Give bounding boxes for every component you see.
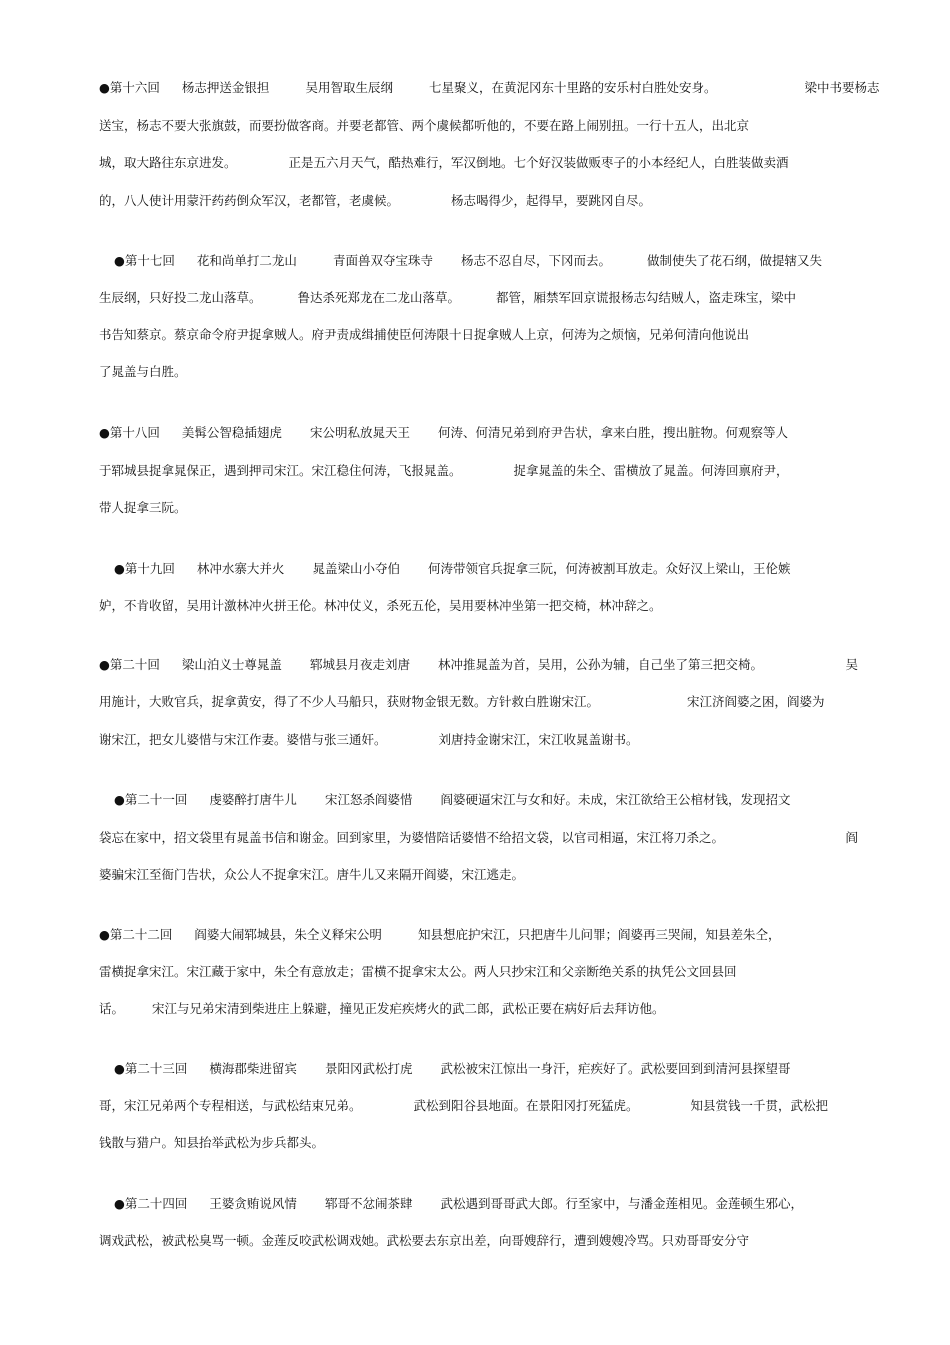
chapter-title-b: 景阳冈武松打虎 (324, 1061, 413, 1076)
summary-text: 吴 (845, 657, 858, 672)
summary-text: 妒，不肯收留，吴用计激林冲火拼王伦。林冲仗义，杀死五伦，吴用要林冲坐第一把交椅，林冲辞之。 (99, 598, 662, 613)
summary-text: 武松被宋江惊出一身汗，疟疾好了。武松要回到到清河县探望哥 (440, 1061, 791, 1076)
chapter-title-a: 杨志押送金银担 (181, 80, 270, 95)
summary-text: 于郓城县捉拿晁保正，遇到押司宋江。宋江稳住何涛，飞报晁盖。 (99, 463, 462, 478)
summary-text: 做制使失了花石纲，做提辖又失 (646, 253, 822, 268)
chapter-16-line-3 (99, 155, 850, 171)
summary-text: 都管，厢禁军回京谎报杨志勾结贼人，盗走珠宝，梁中 (496, 290, 797, 305)
summary-text: 捉拿晁盖的朱仝、雷横放了晁盖。何涛回禀府尹， (513, 463, 789, 478)
chapter-16-line-4 (99, 193, 850, 209)
chapter-17-line-3 (99, 327, 850, 343)
chapter-title-a: 梁山泊义士尊晁盖 (181, 657, 282, 672)
chapter-16-line-1 (99, 80, 880, 96)
summary-text: 宋江济阎婆之困，阎婆为 (687, 694, 825, 709)
chapter-21-line-2 (99, 830, 858, 846)
chapter-title-b: 宋公明私放晁天王 (309, 425, 410, 440)
summary-text: 送宝，杨志不要大张旗鼓，而要扮做客商。并要老都管、两个虞候都听他的，不要在路上闹别扭。一行十五人，出北京 (99, 118, 750, 133)
chapter-title-b: 晁盖梁山小夺伯 (312, 561, 400, 576)
chapter-21-line-3 (99, 867, 850, 883)
chapter-23-line-3 (99, 1135, 850, 1151)
summary-text: 了晁盖与白胜。 (99, 364, 187, 379)
chapter-title-b: 郓城县月夜走刘唐 (309, 657, 410, 672)
chapter-22-line-3 (99, 1001, 850, 1017)
summary-text: 袋忘在家中，招文袋里有晁盖书信和谢金。回到家里，为婆惜陪话婆惜不给招文袋，以官司相逼，宋江将刀杀之。 (99, 830, 725, 845)
chapter-title-a: 花和尚单打二龙山 (196, 253, 297, 268)
summary-text: 谢宋江，把女儿婆惜与宋江作妻。婆惜与张三通奸。 (99, 732, 387, 747)
chapter-heading: ●第十八回 (99, 425, 160, 440)
chapter-title-a: 林冲水寨大并火 (196, 561, 285, 576)
summary-text: 钱散与猎户。知县抬举武松为步兵都头。 (99, 1135, 325, 1150)
chapter-heading: ●第二十回 (99, 657, 160, 672)
chapter-22-line-1 (99, 927, 850, 943)
summary-text: 阎婆硬逼宋江与女和好。未成，宋江欲给王公棺材钱，发现招文 (440, 792, 791, 807)
chapter-21-line-1 (114, 792, 850, 808)
chapter-title-b: 吴用智取生辰纲 (305, 80, 393, 95)
summary-text: 阎 (845, 830, 858, 845)
chapter-23-line-1 (114, 1061, 850, 1077)
chapter-title: 阎婆大闹郓城县，朱仝义释宋公明 (194, 927, 382, 942)
summary-text: 杨志不忍自尽，下冈而去。 (460, 253, 611, 268)
summary-text: 林冲推晁盖为首，吴用，公孙为辅，自己坐了第三把交椅。 (437, 657, 763, 672)
chapter-18-line-2 (99, 463, 850, 479)
chapter-24-line-1 (114, 1196, 850, 1212)
chapter-title-b: 宋江怒杀阎婆惜 (324, 792, 413, 807)
chapter-title-b: 郓哥不忿闹茶肆 (324, 1196, 413, 1211)
summary-text: 何涛、何清兄弟到府尹告状，拿来白胜，搜出脏物。何观察等人 (437, 425, 788, 440)
chapter-heading: ●第二十一回 (114, 792, 188, 807)
summary-text: 城，取大路往东京进发。 (99, 155, 237, 170)
chapter-title-a: 横海郡柴进留宾 (209, 1061, 297, 1076)
summary-text: 哥，宋江兄弟两个专程相送，与武松结束兄弟。 (99, 1098, 362, 1113)
summary-text: 书告知蔡京。蔡京命令府尹捉拿贼人。府尹责成缉捕使臣何涛限十日捉拿贼人上京，何涛为之烦恼，兄弟何清向他说出 (99, 327, 750, 342)
chapter-title-b: 青面兽双夺宝珠寺 (332, 253, 433, 268)
chapter-heading: ●第二十二回 (99, 927, 173, 942)
summary-text: 七星聚义，在黄泥冈东十里路的安乐村白胜处安身。 (428, 80, 717, 95)
chapter-heading: ●第二十四回 (114, 1196, 188, 1211)
summary-text: 调戏武松，被武松臭骂一顿。金莲反咬武松调戏她。武松要去东京出差，向哥嫂辞行，遭到嫂嫂冷骂。只劝哥哥安分守 (99, 1233, 750, 1248)
chapter-17-line-4 (99, 364, 850, 380)
summary-text: 知县想庇护宋江，只把唐牛儿问罪；阎婆再三哭闹，知县差朱仝， (417, 927, 781, 942)
chapter-20-line-1 (99, 657, 858, 673)
summary-text: 知县赏钱一千贯，武松把 (690, 1098, 829, 1113)
chapter-20-line-2 (99, 694, 850, 710)
summary-text: 杨志喝得少，起得早，要跳冈自尽。 (451, 193, 652, 208)
chapter-19-line-2 (99, 598, 850, 614)
chapter-22-line-2 (99, 964, 850, 980)
chapter-17-line-1 (114, 253, 850, 269)
chapter-title-a: 美髯公智稳插翅虎 (181, 425, 282, 440)
summary-text: 生辰纲，只好投二龙山落草。 (99, 290, 262, 305)
chapter-20-line-3 (99, 732, 850, 748)
summary-text: 宋江与兄弟宋清到柴进庄上躲避，撞见正发疟疾烤火的武二郎，武松正要在病好后去拜访他。 (152, 1001, 665, 1016)
chapter-title-a: 虔婆醉打唐牛儿 (209, 792, 297, 807)
summary-text: 鲁达杀死郑龙在二龙山落草。 (297, 290, 461, 305)
summary-text: 武松到阳谷县地面。在景阳冈打死猛虎。 (413, 1098, 639, 1113)
summary-text: 话。 (99, 1001, 125, 1016)
summary-text: 正是五六月天气，酷热难行，军汉倒地。七个好汉装做贩枣子的小本经纪人，白胜装做卖酒 (288, 155, 789, 170)
summary-text: 刘唐持金谢宋江，宋江收晁盖谢书。 (438, 732, 639, 747)
summary-text: 梁中书要杨志 (804, 80, 880, 95)
chapter-18-line-3 (99, 500, 850, 516)
chapter-heading: ●第十七回 (114, 253, 175, 268)
summary-text: 的，八人使计用蒙汗药药倒众军汉，老都管，老虞候。 (99, 193, 400, 208)
chapter-heading: ●第十六回 (99, 80, 160, 95)
chapter-heading: ●第十九回 (114, 561, 175, 576)
summary-text: 用施计，大败官兵，捉拿黄安，得了不少人马船只，获财物金银无数。方针救白胜谢宋江。 (99, 694, 600, 709)
chapter-17-line-2 (99, 290, 850, 306)
summary-text: 雷横捉拿宋江。宋江藏于家中，朱仝有意放走；雷横不捉拿宋太公。两人只抄宋江和父亲断绝关系的执凭公文回县回 (99, 964, 737, 979)
chapter-19-line-1 (114, 561, 850, 577)
chapter-23-line-2 (99, 1098, 850, 1114)
chapter-24-line-2 (99, 1233, 850, 1249)
chapter-title-a: 王婆贪贿说风情 (209, 1196, 297, 1211)
summary-text: 带人捉拿三阮。 (99, 500, 187, 515)
summary-text: 武松遇到哥哥武大郎。行至家中，与潘金莲相见。金莲顿生邪心， (440, 1196, 803, 1211)
summary-text: 何涛带领官兵捉拿三阮，何涛被割耳放走。众好汉上梁山，王伦嫉 (427, 561, 791, 576)
chapter-18-line-1 (99, 425, 850, 441)
summary-text: 婆骗宋江至衙门告状，众公人不捉拿宋江。唐牛儿又来隔开阎婆，宋江逃走。 (99, 867, 525, 882)
chapter-16-line-2 (99, 118, 850, 134)
chapter-heading: ●第二十三回 (114, 1061, 188, 1076)
